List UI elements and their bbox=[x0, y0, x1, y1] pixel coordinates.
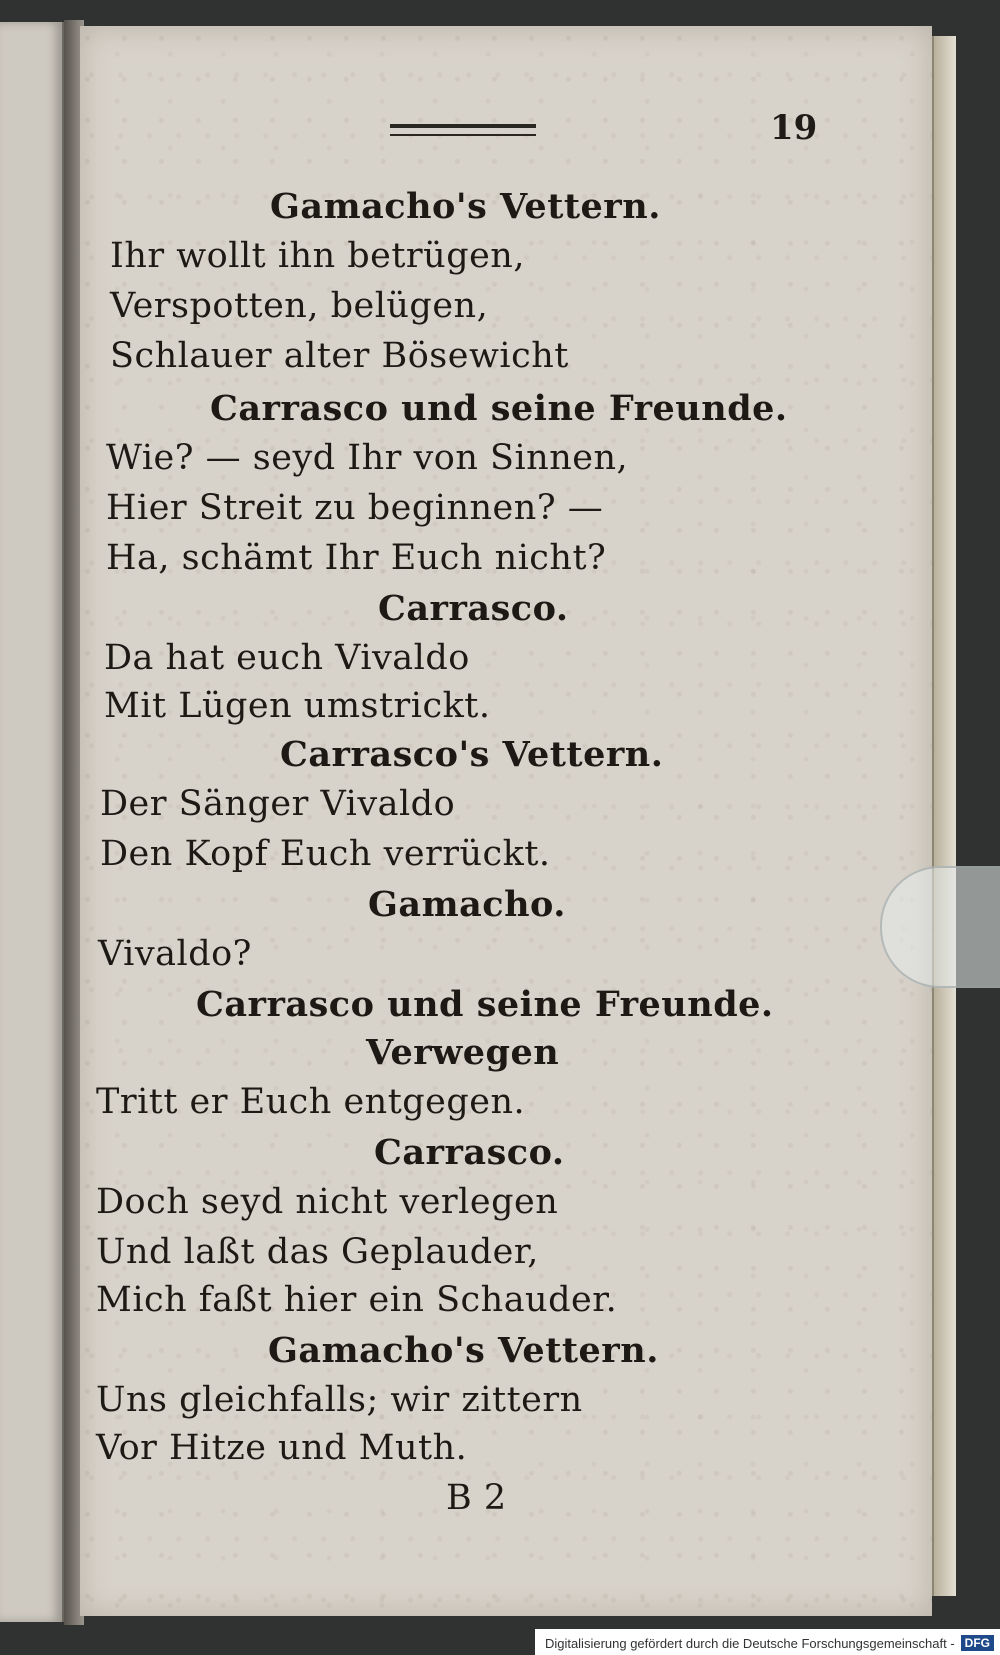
speaker-line: Carrasco's Vettern. bbox=[280, 734, 664, 775]
speaker-line: Carrasco und seine Freunde. bbox=[210, 388, 788, 429]
verse-line: Vivaldo? bbox=[98, 934, 252, 974]
speaker-line: Gamacho's Vettern. bbox=[270, 186, 661, 227]
verse-line: Den Kopf Euch verrückt. bbox=[100, 834, 551, 874]
verse-line: Und laßt das Geplauder, bbox=[96, 1232, 539, 1272]
credit-text: Digitalisierung gefördert durch die Deutsche Forschungsgemeinschaft - bbox=[544, 1635, 955, 1651]
speaker-line: Gamacho's Vettern. bbox=[268, 1330, 659, 1371]
page-stack-edge bbox=[932, 36, 956, 1596]
verse-line: Ha, schämt Ihr Euch nicht? bbox=[106, 538, 607, 578]
speaker-line: Gamacho. bbox=[368, 884, 566, 925]
signature-mark: B 2 bbox=[446, 1478, 507, 1518]
verse-line: Mich faßt hier ein Schauder. bbox=[96, 1280, 618, 1320]
speaker-line: Verwegen bbox=[366, 1032, 560, 1073]
digitization-credit bbox=[535, 1629, 1000, 1655]
verse-line: Wie? — seyd Ihr von Sinnen, bbox=[106, 438, 629, 478]
verse-line: Schlauer alter Bösewicht bbox=[110, 336, 569, 376]
dfg-logo: DFG bbox=[961, 1635, 994, 1651]
verse-line: Mit Lügen umstrickt. bbox=[104, 686, 491, 726]
header-rule bbox=[390, 124, 536, 136]
page-number: 19 bbox=[770, 108, 818, 148]
verse-line: Doch seyd nicht verlegen bbox=[96, 1182, 559, 1222]
speaker-line: Carrasco und seine Freunde. bbox=[196, 984, 774, 1025]
verse-line: Ihr wollt ihn betrügen, bbox=[110, 236, 525, 276]
verse-line: Da hat euch Vivaldo bbox=[104, 638, 470, 678]
speaker-line: Carrasco. bbox=[378, 588, 569, 629]
verse-line: Verspotten, belügen, bbox=[110, 286, 489, 326]
verse-line: Vor Hitze und Muth. bbox=[96, 1428, 468, 1468]
speaker-line: Carrasco. bbox=[374, 1132, 565, 1173]
verse-line: Uns gleichfalls; wir zittern bbox=[96, 1380, 583, 1420]
page-clip bbox=[880, 866, 1000, 988]
facing-page-edge bbox=[0, 22, 64, 1622]
verse-line: Tritt er Euch entgegen. bbox=[96, 1082, 526, 1122]
verse-line: Hier Streit zu beginnen? — bbox=[106, 488, 604, 528]
verse-line: Der Sänger Vivaldo bbox=[100, 784, 456, 824]
